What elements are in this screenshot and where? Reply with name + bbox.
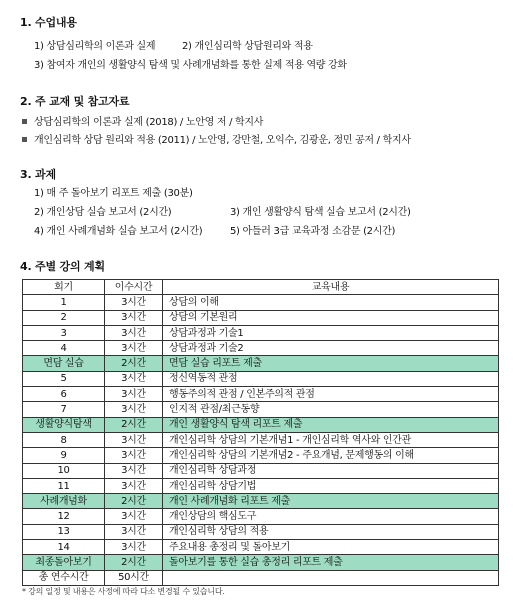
table-row bbox=[23, 570, 499, 585]
content-cell: 행동주의적 관점 / 인본주의적 관점 bbox=[163, 387, 499, 402]
content-cell bbox=[163, 570, 499, 585]
session-cell: 6 bbox=[23, 387, 105, 402]
session-cell: 9 bbox=[23, 448, 105, 463]
footnote: * 강의 일정 및 내용은 사정에 따라 다소 변경될 수 있습니다. bbox=[22, 587, 225, 596]
table-row bbox=[23, 463, 499, 478]
content-cell: 상담과정과 기술2 bbox=[163, 341, 499, 356]
table-row bbox=[23, 341, 499, 356]
hours-cell: 3시간 bbox=[105, 310, 163, 325]
content-cell: 면담 실습 리포트 제출 bbox=[163, 356, 499, 371]
session-cell: 11 bbox=[23, 478, 105, 493]
content-cell: 개인 생활양식 탐색 리포트 제출 bbox=[163, 417, 499, 432]
hours-cell: 3시간 bbox=[105, 387, 163, 402]
hours-cell: 3시간 bbox=[105, 432, 163, 447]
session-cell: 5 bbox=[23, 371, 105, 386]
hours-cell: 3시간 bbox=[105, 341, 163, 356]
content-cell: 상담과정과 기술1 bbox=[163, 325, 499, 340]
session-cell: 13 bbox=[23, 524, 105, 539]
hours-cell: 3시간 bbox=[105, 295, 163, 310]
bullet-icon bbox=[22, 119, 27, 124]
session-cell: 8 bbox=[23, 432, 105, 447]
hours-cell: 3시간 bbox=[105, 463, 163, 478]
session-cell: 4 bbox=[23, 341, 105, 356]
session-cell: 사례개념화 bbox=[23, 494, 105, 509]
hours-cell: 2시간 bbox=[105, 555, 163, 570]
assignment-item: 1) 매 주 돌아보기 리포트 제출 (30분) bbox=[34, 188, 193, 199]
table-row bbox=[23, 417, 499, 432]
table-row bbox=[23, 402, 499, 417]
section-title-textbooks: 2. 주 교재 및 참고자료 bbox=[20, 95, 130, 108]
hours-cell: 3시간 bbox=[105, 509, 163, 524]
content-cell: 돌아보기를 통한 실습 총정리 리포트 제출 bbox=[163, 555, 499, 570]
reference-text: 개인심리학 상담 원리와 적용 (2011) / 노안영, 강만철, 오익수, 김광운, 정민 공저 / 학지사 bbox=[34, 135, 411, 146]
hours-cell: 3시간 bbox=[105, 371, 163, 386]
content-cell: 주요내용 총정리 및 돌아보기 bbox=[163, 540, 499, 555]
session-cell: 12 bbox=[23, 509, 105, 524]
hours-cell: 3시간 bbox=[105, 478, 163, 493]
assignment-item: 3) 개인 생활양식 탐색 실습 보고서 (2시간) bbox=[230, 207, 411, 218]
content-item-3: 3) 참여자 개인의 생활양식 탐색 및 사례개념화를 통한 실제 적용 역량 강화 bbox=[34, 60, 347, 71]
hours-cell: 3시간 bbox=[105, 325, 163, 340]
content-cell: 상담의 기본원리 bbox=[163, 310, 499, 325]
table-row bbox=[23, 432, 499, 447]
section-title-assignments: 3. 과제 bbox=[20, 168, 56, 181]
weekly-schedule-table bbox=[22, 279, 499, 586]
hours-cell: 3시간 bbox=[105, 402, 163, 417]
table-row bbox=[23, 509, 499, 524]
content-cell: 개인심리학 상담의 기본개념2 - 주요개념, 문제행동의 이해 bbox=[163, 448, 499, 463]
reference-text: 상담심리학의 이론과 실제 (2018) / 노안영 저 / 학지사 bbox=[34, 117, 264, 128]
session-cell: 1 bbox=[23, 295, 105, 310]
session-cell: 생활양식탐색 bbox=[23, 417, 105, 432]
content-cell: 개인심리학 상담과정 bbox=[163, 463, 499, 478]
hours-cell: 3시간 bbox=[105, 524, 163, 539]
hours-cell: 2시간 bbox=[105, 356, 163, 371]
table-row bbox=[23, 295, 499, 310]
session-cell: 면담 실습 bbox=[23, 356, 105, 371]
table-row bbox=[23, 524, 499, 539]
content-item-1: 1) 상담심리학의 이론과 실제 bbox=[34, 41, 156, 52]
header-session: 회기 bbox=[23, 280, 105, 295]
bullet-icon bbox=[22, 137, 27, 142]
table-row bbox=[23, 356, 499, 371]
content-cell: 정신역동적 관점 bbox=[163, 371, 499, 386]
hours-cell: 2시간 bbox=[105, 494, 163, 509]
table-row bbox=[23, 325, 499, 340]
section-title-content: 1. 수업내용 bbox=[20, 16, 77, 29]
content-cell: 개인 사례개념화 리포트 제출 bbox=[163, 494, 499, 509]
assignment-item: 4) 개인 사례개념화 실습 보고서 (2시간) bbox=[34, 226, 203, 237]
hours-cell: 50시간 bbox=[105, 570, 163, 585]
content-cell: 개인심리학 상담의 기본개념1 - 개인심리학 역사와 인간관 bbox=[163, 432, 499, 447]
session-cell: 총 연수시간 bbox=[23, 570, 105, 585]
reference-item bbox=[22, 131, 411, 146]
content-cell: 개인심리학 상담기법 bbox=[163, 478, 499, 493]
header-content: 교육내용 bbox=[163, 280, 499, 295]
content-item-2: 2) 개인심리학 상담원리와 적용 bbox=[182, 41, 313, 52]
session-cell: 3 bbox=[23, 325, 105, 340]
section-title-weekly-plan: 4. 주별 강의 계획 bbox=[20, 260, 105, 273]
content-cell: 개인심리학 상담의 적용 bbox=[163, 524, 499, 539]
assignment-item: 5) 아들러 3급 교육과정 소감문 (2시간) bbox=[230, 226, 396, 237]
hours-cell: 2시간 bbox=[105, 417, 163, 432]
table-header-row bbox=[23, 280, 499, 295]
header-hours: 이수시간 bbox=[105, 280, 163, 295]
table-row bbox=[23, 494, 499, 509]
session-cell: 14 bbox=[23, 540, 105, 555]
hours-cell: 3시간 bbox=[105, 540, 163, 555]
table-row bbox=[23, 540, 499, 555]
session-cell: 7 bbox=[23, 402, 105, 417]
table-row bbox=[23, 448, 499, 463]
content-cell: 인지적 관점/최근동향 bbox=[163, 402, 499, 417]
table-row bbox=[23, 478, 499, 493]
table-row bbox=[23, 387, 499, 402]
session-cell: 최종돌아보기 bbox=[23, 555, 105, 570]
content-cell: 상담의 이해 bbox=[163, 295, 499, 310]
table-body bbox=[23, 295, 499, 586]
session-cell: 2 bbox=[23, 310, 105, 325]
table-row bbox=[23, 310, 499, 325]
hours-cell: 3시간 bbox=[105, 448, 163, 463]
assignment-item: 2) 개인상담 실습 보고서 (2시간) bbox=[34, 207, 172, 218]
table-row bbox=[23, 371, 499, 386]
table-row bbox=[23, 555, 499, 570]
session-cell: 10 bbox=[23, 463, 105, 478]
content-cell: 개인상담의 핵심도구 bbox=[163, 509, 499, 524]
reference-item bbox=[22, 113, 263, 128]
